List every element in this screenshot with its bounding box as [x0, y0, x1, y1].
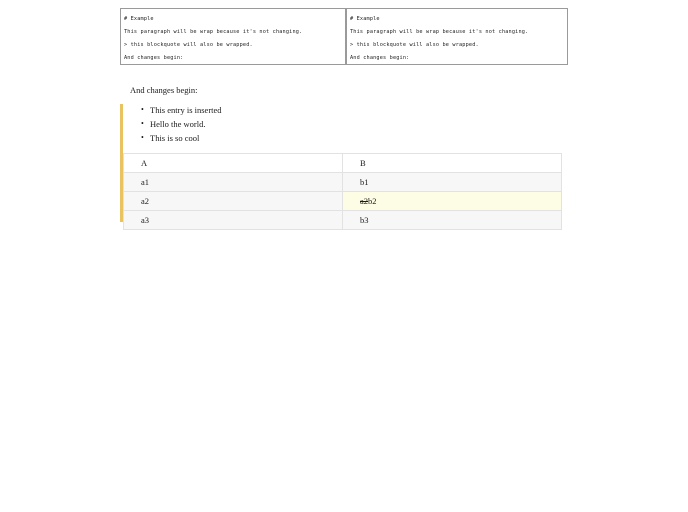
deleted-text: a2: [360, 196, 369, 206]
list-item: • This is so cool: [150, 131, 560, 145]
column-header-b: B: [343, 154, 562, 173]
lead-paragraph: And changes begin:: [130, 85, 198, 95]
source-line: This paragraph will be wrap because it's not changing.: [350, 29, 529, 35]
source-line: > this blockquote will also be wrapped.: [124, 42, 253, 48]
table-header-row: [124, 154, 562, 173]
cell-a: a3: [124, 211, 343, 230]
diff-pane-right[interactable]: [346, 8, 568, 65]
source-line: # Example: [124, 16, 154, 22]
source-line: > this blockquote will also be wrapped.: [350, 42, 479, 48]
table-body: [124, 173, 562, 230]
source-line: This paragraph will be wrap because it's not changing.: [124, 29, 303, 35]
table-row: [124, 192, 562, 211]
rendered-preview: [120, 84, 560, 230]
source-line: And changes begin:: [350, 55, 410, 61]
cell-b-value: b1: [360, 177, 369, 187]
list-item: • This entry is inserted: [150, 103, 560, 117]
cell-b-value: b3: [360, 215, 369, 225]
cell-b-changed: [343, 192, 562, 211]
inserted-list: [120, 103, 560, 145]
cell-a: a1: [124, 173, 343, 192]
diff-pane-container: [120, 8, 568, 65]
cell-b: [343, 173, 562, 192]
list-item: • Hello the world.: [150, 117, 560, 131]
table-row: [124, 211, 562, 230]
column-header-a: A: [124, 154, 343, 173]
cell-b-value: b2: [368, 196, 377, 206]
cell-b: [343, 211, 562, 230]
table-row: [124, 173, 562, 192]
cell-a: a2: [124, 192, 343, 211]
source-line: And changes begin:: [124, 55, 184, 61]
table-header: [124, 154, 562, 173]
source-line: # Example: [350, 16, 380, 22]
diff-pane-left[interactable]: [120, 8, 346, 65]
markdown-table: [123, 153, 562, 230]
